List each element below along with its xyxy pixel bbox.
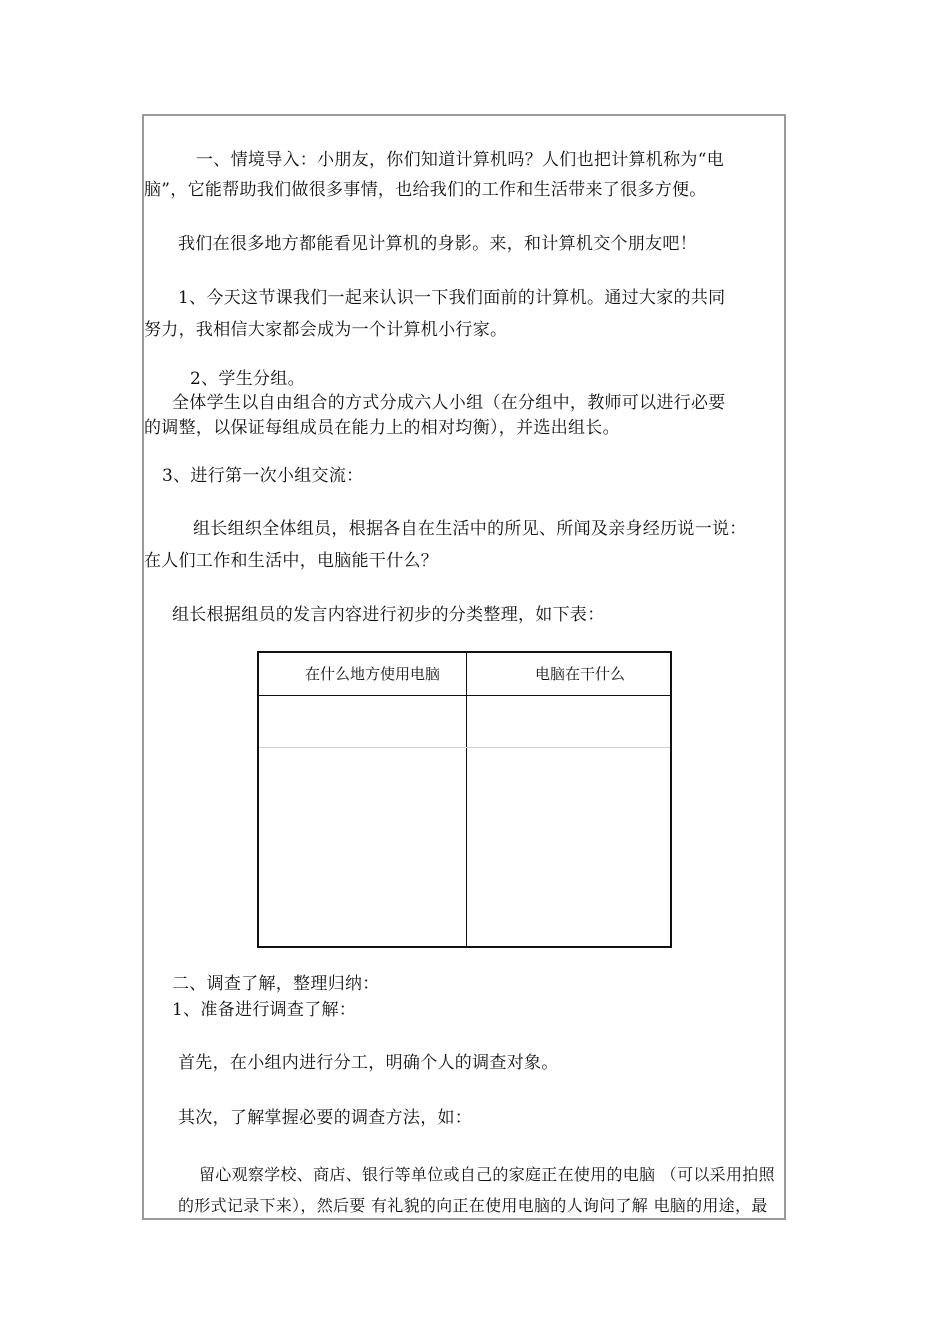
observation-line-2: 的形式记录下来），然后要 有礼貌的向正在使用电脑的人询问了解 电脑的用途，最 bbox=[178, 1196, 768, 1215]
table-header-divider bbox=[259, 695, 670, 696]
paragraph-see-computers: 我们在很多地方都能看见计算机的身影。来，和计算机交个朋友吧！ bbox=[178, 234, 697, 254]
group-discussion-line-1: 组长组织全体组员，根据各自在生活中的所见、所闻及亲身经历说一说： bbox=[193, 519, 747, 539]
intro-line-1: 一、情境导入：小朋友，你们知道计算机吗？人们也把计算机称为“电 bbox=[196, 150, 724, 170]
step1-line-1: 1、今天这节课我们一起来认识一下我们面前的计算机。通过大家的共同 bbox=[178, 288, 726, 308]
step2-heading: 2、学生分组。 bbox=[190, 369, 305, 389]
step3-heading: 3、进行第一次小组交流： bbox=[162, 466, 364, 486]
step1-line-2: 努力，我相信大家都会成为一个计算机小行家。 bbox=[144, 320, 508, 340]
table-header-what: 电脑在干什么 bbox=[535, 665, 626, 683]
section2-second: 其次，了解掌握必要的调查方法，如： bbox=[178, 1108, 473, 1128]
observation-line-1: 留心观察学校、商店、银行等单位或自己的家庭正在使用的电脑 （可以采用拍照 bbox=[199, 1165, 775, 1184]
step2-line-1: 全体学生以自由组合的方式分成六人小组（在分组中，教师可以进行必要 bbox=[172, 393, 726, 413]
classification-intro: 组长根据组员的发言内容进行初步的分类整理，如下表： bbox=[172, 605, 605, 625]
section2-first: 首先，在小组内进行分工，明确个人的调查对象。 bbox=[178, 1053, 559, 1073]
classification-table bbox=[257, 651, 672, 948]
table-column-divider bbox=[466, 653, 467, 946]
intro-line-2: 脑”，它能帮助我们做很多事情，也给我们的工作和生活带来了很多方便。 bbox=[144, 180, 707, 200]
table-row-divider bbox=[259, 747, 670, 748]
step2-line-2: 的调整，以保证每组成员在能力上的相对均衡），并选出组长。 bbox=[144, 418, 620, 438]
table-header-where: 在什么地方使用电脑 bbox=[305, 665, 441, 683]
group-discussion-line-2: 在人们工作和生活中，电脑能干什么？ bbox=[144, 551, 439, 571]
section2-sub1: 1、准备进行调查了解： bbox=[172, 1000, 357, 1020]
section2-heading: 二、调查了解，整理归纳： bbox=[172, 974, 380, 994]
